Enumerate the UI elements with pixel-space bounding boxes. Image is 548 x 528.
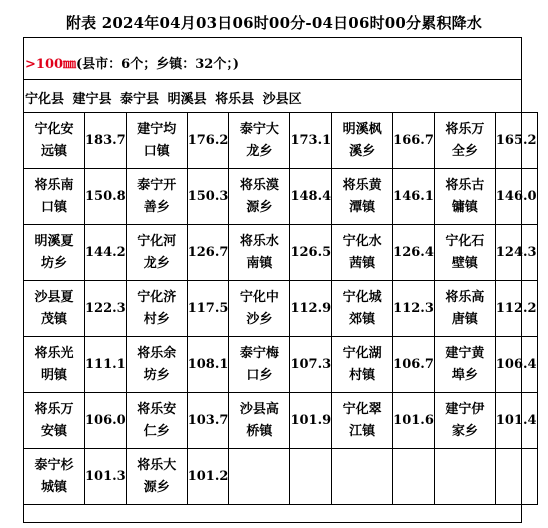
station-name-cell [24, 169, 85, 225]
station-name-cell [229, 169, 290, 225]
summary-counts: (县市：6个；乡镇：32个；) [76, 57, 239, 72]
station-value-cell: 101.2 [187, 449, 229, 505]
station-name: 将乐黄潭镇 [342, 177, 382, 215]
threshold-label: >100㎜ [25, 57, 77, 72]
station-name: 将乐水南镇 [239, 233, 279, 271]
station-value-cell: 112.9 [290, 281, 332, 337]
station-name-cell [434, 337, 495, 393]
station-name: 将乐古镛镇 [445, 177, 485, 215]
station-name-cell [126, 449, 187, 505]
station-name-cell [434, 225, 495, 281]
station-value-cell: 117.5 [187, 281, 229, 337]
station-name: 建宁均口镇 [137, 121, 177, 159]
station-name-cell [332, 225, 393, 281]
station-name: 将乐高唐镇 [445, 289, 485, 327]
station-value-cell: 146.0 [495, 169, 537, 225]
station-name: 泰宁梅口乡 [239, 345, 279, 383]
station-name: 将乐安仁乡 [137, 401, 177, 439]
station-name-cell [434, 113, 495, 169]
station-name-cell [332, 393, 393, 449]
station-value-cell: 148.4 [290, 169, 332, 225]
station-value-cell: 166.7 [393, 113, 435, 169]
station-value-cell: 101.6 [393, 393, 435, 449]
station-value-cell [290, 449, 332, 505]
station-name-cell [332, 281, 393, 337]
station-name: 明溪夏坊乡 [34, 233, 74, 271]
station-name-cell [126, 113, 187, 169]
station-value-cell: 176.2 [187, 113, 229, 169]
station-name-cell [332, 169, 393, 225]
station-table [23, 112, 538, 505]
station-name-cell [24, 393, 85, 449]
station-value-cell: 126.7 [187, 225, 229, 281]
station-name: 将乐光明镇 [34, 345, 74, 383]
station-value-cell: 101.3 [85, 449, 127, 505]
station-value-cell: 126.5 [290, 225, 332, 281]
station-table-body [24, 113, 538, 505]
station-name: 将乐余坊乡 [137, 345, 177, 383]
station-value-cell: 108.1 [187, 337, 229, 393]
station-name: 沙县高桥镇 [239, 401, 279, 439]
station-name: 将乐万安镇 [34, 401, 74, 439]
station-value-cell: 173.1 [290, 113, 332, 169]
station-name-cell [434, 169, 495, 225]
station-name-cell [229, 393, 290, 449]
table-row [24, 169, 538, 225]
station-value-cell [495, 449, 537, 505]
station-name: 泰宁开善乡 [137, 177, 177, 215]
station-name-cell [126, 393, 187, 449]
station-value-cell: 122.3 [85, 281, 127, 337]
station-name: 将乐万全乡 [445, 121, 485, 159]
station-name-cell [24, 113, 85, 169]
station-name: 将乐漠源乡 [239, 177, 279, 215]
station-name: 宁化安远镇 [34, 121, 74, 159]
table-row [24, 281, 538, 337]
station-value-cell: 106.7 [393, 337, 435, 393]
station-name-cell [229, 225, 290, 281]
station-value-cell: 106.4 [495, 337, 537, 393]
station-value-cell: 146.1 [393, 169, 435, 225]
summary-line [25, 53, 239, 72]
station-name: 宁化翠江镇 [342, 401, 382, 439]
station-name-cell [434, 281, 495, 337]
station-value-cell: 165.2 [495, 113, 537, 169]
station-value-cell: 150.3 [187, 169, 229, 225]
station-name: 宁化河龙乡 [137, 233, 177, 271]
station-value-cell: 124.3 [495, 225, 537, 281]
station-value-cell: 150.8 [85, 169, 127, 225]
station-name-cell [229, 113, 290, 169]
table-row [24, 337, 538, 393]
station-name-cell [24, 449, 85, 505]
station-value-cell: 144.2 [85, 225, 127, 281]
station-value-cell: 112.3 [393, 281, 435, 337]
station-name-cell [434, 449, 495, 505]
station-name: 将乐南口镇 [34, 177, 74, 215]
station-name: 宁化石壁镇 [445, 233, 485, 271]
page-title: 附表 2024年04月03日06时00分-04日06时00分累积降水 [65, 14, 483, 32]
station-value-cell: 126.4 [393, 225, 435, 281]
table-row [24, 225, 538, 281]
station-name-cell [24, 281, 85, 337]
station-value-cell: 103.7 [187, 393, 229, 449]
station-name-cell [229, 281, 290, 337]
station-name: 沙县夏茂镇 [34, 289, 74, 327]
station-name-cell [126, 225, 187, 281]
station-value-cell: 112.2 [495, 281, 537, 337]
station-name-cell [229, 449, 290, 505]
station-name-cell [332, 113, 393, 169]
station-value-cell: 183.7 [85, 113, 127, 169]
station-name: 泰宁杉城镇 [34, 457, 74, 495]
station-name: 宁化济村乡 [137, 289, 177, 327]
station-name: 建宁伊家乡 [445, 401, 485, 439]
station-name: 建宁黄埠乡 [445, 345, 485, 383]
station-name-cell [332, 337, 393, 393]
station-name-cell [229, 337, 290, 393]
station-value-cell: 106.0 [85, 393, 127, 449]
station-name-cell [126, 337, 187, 393]
station-name-cell [126, 281, 187, 337]
station-name: 宁化湖村镇 [342, 345, 382, 383]
station-name-cell [24, 225, 85, 281]
station-name-cell [332, 449, 393, 505]
county-list: 宁化县 建宁县 泰宁县 明溪县 将乐县 沙县区 [25, 92, 302, 107]
station-name-cell [126, 169, 187, 225]
station-value-cell: 111.1 [85, 337, 127, 393]
station-name-cell [24, 337, 85, 393]
table-row [24, 113, 538, 169]
station-name: 宁化城郊镇 [342, 289, 382, 327]
table-row [24, 393, 538, 449]
station-value-cell: 101.9 [290, 393, 332, 449]
station-name: 泰宁大龙乡 [239, 121, 279, 159]
station-name: 宁化水茜镇 [342, 233, 382, 271]
station-name: 将乐大源乡 [137, 457, 177, 495]
table-row [24, 449, 538, 505]
station-name-cell [434, 393, 495, 449]
station-value-cell [393, 449, 435, 505]
station-value-cell: 101.4 [495, 393, 537, 449]
station-name: 宁化中沙乡 [239, 289, 279, 327]
divider [23, 79, 522, 80]
station-name: 明溪枫溪乡 [342, 121, 382, 159]
station-value-cell: 107.3 [290, 337, 332, 393]
